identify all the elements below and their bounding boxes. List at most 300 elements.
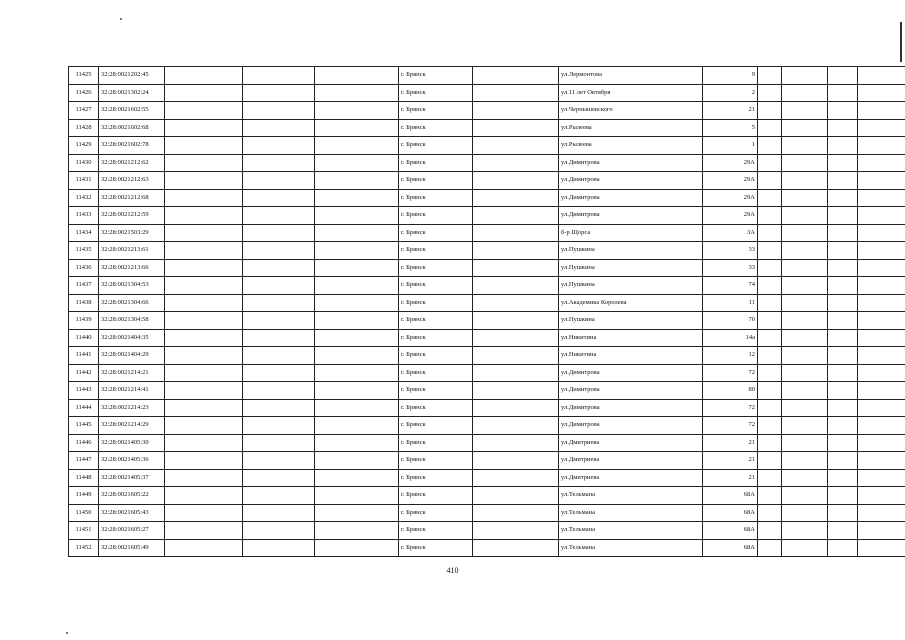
cadastral-number: 32:28:0021405:37 (99, 469, 165, 487)
city-cell: г. Брянск (399, 119, 473, 137)
street-cell: ул.Дмитриева (559, 434, 703, 452)
record-number: 11443 (69, 382, 99, 400)
cadastral-number: 32:28:0021602:55 (99, 102, 165, 120)
empty-cell (165, 487, 243, 505)
house-number: 12 (703, 347, 758, 365)
empty-cell (243, 242, 315, 260)
scan-edge-mark (900, 22, 902, 62)
empty-cell (828, 189, 858, 207)
empty-cell (858, 504, 905, 522)
empty-cell (758, 364, 782, 382)
empty-cell (243, 172, 315, 190)
empty-cell (758, 294, 782, 312)
record-number: 11434 (69, 224, 99, 242)
empty-cell (473, 67, 559, 85)
cadastral-number: 32:28:0021605:27 (99, 522, 165, 540)
empty-cell (243, 399, 315, 417)
table-row (69, 154, 905, 172)
street-cell: ул.Лермонтова (559, 67, 703, 85)
house-number: 74 (703, 277, 758, 295)
street-cell: ул.Пушкина (559, 259, 703, 277)
empty-cell (758, 224, 782, 242)
cadastral-number: 32:28:0021605:22 (99, 487, 165, 505)
city-cell: г. Брянск (399, 277, 473, 295)
table-row (69, 382, 905, 400)
empty-cell (782, 487, 828, 505)
house-number: 9 (703, 67, 758, 85)
empty-cell (782, 312, 828, 330)
empty-cell (858, 329, 905, 347)
table-row (69, 84, 905, 102)
cadastral-number: 32:28:0021214:41 (99, 382, 165, 400)
street-cell: ул.Тельмана (559, 522, 703, 540)
empty-cell (315, 207, 399, 225)
empty-cell (758, 277, 782, 295)
empty-cell (473, 277, 559, 295)
cadastral-number: 32:28:0021214:29 (99, 417, 165, 435)
scan-speck (66, 632, 68, 634)
empty-cell (165, 364, 243, 382)
empty-cell (165, 504, 243, 522)
street-cell: ул.Чернышевского (559, 102, 703, 120)
record-number: 11438 (69, 294, 99, 312)
cadastral-number: 32:28:0021304:53 (99, 277, 165, 295)
cadastral-number: 32:28:0021214:23 (99, 399, 165, 417)
empty-cell (782, 452, 828, 470)
city-cell: г. Брянск (399, 137, 473, 155)
cadastral-number: 32:28:0021605:43 (99, 504, 165, 522)
empty-cell (165, 277, 243, 295)
city-cell: г. Брянск (399, 259, 473, 277)
empty-cell (243, 347, 315, 365)
empty-cell (782, 172, 828, 190)
cadastral-number: 32:28:0021405:30 (99, 434, 165, 452)
empty-cell (165, 469, 243, 487)
empty-cell (243, 277, 315, 295)
empty-cell (165, 67, 243, 85)
empty-cell (828, 207, 858, 225)
empty-cell (828, 259, 858, 277)
empty-cell (165, 329, 243, 347)
empty-cell (858, 434, 905, 452)
empty-cell (243, 434, 315, 452)
table-row (69, 504, 905, 522)
empty-cell (243, 224, 315, 242)
empty-cell (473, 189, 559, 207)
house-number: 72 (703, 364, 758, 382)
empty-cell (243, 312, 315, 330)
empty-cell (315, 382, 399, 400)
house-number: 29А (703, 207, 758, 225)
house-number: 72 (703, 417, 758, 435)
empty-cell (473, 434, 559, 452)
cadastral-number: 32:28:0021212:68 (99, 189, 165, 207)
record-number: 11430 (69, 154, 99, 172)
city-cell: г. Брянск (399, 294, 473, 312)
empty-cell (782, 399, 828, 417)
empty-cell (758, 189, 782, 207)
empty-cell (315, 84, 399, 102)
table-row (69, 469, 905, 487)
empty-cell (315, 399, 399, 417)
city-cell: г. Брянск (399, 504, 473, 522)
table-row (69, 224, 905, 242)
empty-cell (315, 312, 399, 330)
empty-cell (828, 277, 858, 295)
empty-cell (243, 452, 315, 470)
empty-cell (858, 102, 905, 120)
empty-cell (782, 242, 828, 260)
empty-cell (782, 417, 828, 435)
empty-cell (243, 189, 315, 207)
empty-cell (758, 154, 782, 172)
empty-cell (165, 137, 243, 155)
record-number: 11435 (69, 242, 99, 260)
empty-cell (243, 154, 315, 172)
street-cell: ул.Академика Королева (559, 294, 703, 312)
empty-cell (473, 137, 559, 155)
street-cell: ул.Рылеева (559, 119, 703, 137)
empty-cell (165, 154, 243, 172)
record-number: 11450 (69, 504, 99, 522)
empty-cell (473, 399, 559, 417)
house-number: 1 (703, 137, 758, 155)
empty-cell (782, 84, 828, 102)
table-row (69, 277, 905, 295)
city-cell: г. Брянск (399, 539, 473, 557)
record-number: 11429 (69, 137, 99, 155)
empty-cell (165, 452, 243, 470)
empty-cell (243, 119, 315, 137)
table-row (69, 102, 905, 120)
street-cell: ул.Никитина (559, 347, 703, 365)
record-number: 11425 (69, 67, 99, 85)
empty-cell (473, 469, 559, 487)
street-cell: ул.Пушкина (559, 242, 703, 260)
empty-cell (828, 329, 858, 347)
empty-cell (758, 84, 782, 102)
city-cell: г. Брянск (399, 329, 473, 347)
empty-cell (758, 172, 782, 190)
empty-cell (828, 382, 858, 400)
empty-cell (243, 102, 315, 120)
record-number: 11433 (69, 207, 99, 225)
city-cell: г. Брянск (399, 312, 473, 330)
empty-cell (858, 347, 905, 365)
empty-cell (828, 312, 858, 330)
empty-cell (315, 172, 399, 190)
cadastral-number: 32:28:0021212:62 (99, 154, 165, 172)
empty-cell (782, 347, 828, 365)
empty-cell (243, 67, 315, 85)
empty-cell (828, 399, 858, 417)
empty-cell (758, 329, 782, 347)
empty-cell (315, 259, 399, 277)
cadastral-number: 32:28:0021605:49 (99, 539, 165, 557)
empty-cell (758, 434, 782, 452)
empty-cell (758, 207, 782, 225)
empty-cell (165, 84, 243, 102)
empty-cell (828, 522, 858, 540)
empty-cell (858, 487, 905, 505)
house-number: 21 (703, 434, 758, 452)
house-number: 21 (703, 452, 758, 470)
empty-cell (243, 539, 315, 557)
street-cell: ул.Тельмана (559, 487, 703, 505)
empty-cell (758, 452, 782, 470)
empty-cell (858, 522, 905, 540)
empty-cell (165, 312, 243, 330)
table-row (69, 364, 905, 382)
street-cell: ул.Дмитриева (559, 469, 703, 487)
empty-cell (758, 67, 782, 85)
empty-cell (782, 224, 828, 242)
street-cell: б-р Щорса (559, 224, 703, 242)
empty-cell (165, 189, 243, 207)
record-number: 11448 (69, 469, 99, 487)
empty-cell (858, 207, 905, 225)
empty-cell (858, 382, 905, 400)
house-number: 21 (703, 469, 758, 487)
table-row (69, 347, 905, 365)
empty-cell (315, 417, 399, 435)
city-cell: г. Брянск (399, 469, 473, 487)
table-row (69, 294, 905, 312)
street-cell: ул.11 лет Октября (559, 84, 703, 102)
table-row (69, 242, 905, 260)
cadastral-number: 32:28:0021405:36 (99, 452, 165, 470)
empty-cell (858, 364, 905, 382)
street-cell: ул.Димитрова (559, 417, 703, 435)
empty-cell (858, 277, 905, 295)
city-cell: г. Брянск (399, 487, 473, 505)
street-cell: ул.Дмитриева (559, 452, 703, 470)
cadastral-number: 32:28:0021214:21 (99, 364, 165, 382)
city-cell: г. Брянск (399, 452, 473, 470)
cadastral-number: 32:28:0021304:66 (99, 294, 165, 312)
house-number: 2 (703, 84, 758, 102)
street-cell: ул.Рылеева (559, 137, 703, 155)
house-number: 21 (703, 102, 758, 120)
house-number: 70 (703, 312, 758, 330)
empty-cell (315, 504, 399, 522)
empty-cell (858, 469, 905, 487)
empty-cell (782, 522, 828, 540)
empty-cell (165, 539, 243, 557)
street-cell: ул.Димитрова (559, 364, 703, 382)
street-cell: ул.Димитрова (559, 189, 703, 207)
empty-cell (828, 137, 858, 155)
empty-cell (782, 67, 828, 85)
empty-cell (315, 347, 399, 365)
street-cell: ул.Тельмана (559, 504, 703, 522)
cadastral-number: 32:28:0021212:63 (99, 172, 165, 190)
house-number: 29А (703, 154, 758, 172)
empty-cell (782, 364, 828, 382)
empty-cell (858, 417, 905, 435)
empty-cell (165, 294, 243, 312)
table-row (69, 399, 905, 417)
empty-cell (165, 382, 243, 400)
house-number: 29А (703, 189, 758, 207)
page-number: 410 (446, 566, 459, 575)
empty-cell (473, 452, 559, 470)
empty-cell (473, 487, 559, 505)
record-number: 11451 (69, 522, 99, 540)
empty-cell (315, 364, 399, 382)
street-cell: ул.Димитрова (559, 207, 703, 225)
empty-cell (782, 469, 828, 487)
empty-cell (758, 102, 782, 120)
empty-cell (758, 137, 782, 155)
cadastral-number: 32:28:0021602:78 (99, 137, 165, 155)
cadastral-number: 32:28:0021302:24 (99, 84, 165, 102)
empty-cell (828, 154, 858, 172)
record-number: 11446 (69, 434, 99, 452)
cadastral-number: 32:28:0021213:61 (99, 242, 165, 260)
empty-cell (315, 294, 399, 312)
cadastral-number: 32:28:0021404:35 (99, 329, 165, 347)
record-number: 11445 (69, 417, 99, 435)
empty-cell (473, 84, 559, 102)
empty-cell (782, 119, 828, 137)
city-cell: г. Брянск (399, 522, 473, 540)
table-row (69, 312, 905, 330)
empty-cell (315, 67, 399, 85)
empty-cell (315, 329, 399, 347)
empty-cell (782, 294, 828, 312)
empty-cell (315, 277, 399, 295)
empty-cell (782, 434, 828, 452)
empty-cell (858, 539, 905, 557)
city-cell: г. Брянск (399, 417, 473, 435)
house-number: 68А (703, 504, 758, 522)
empty-cell (828, 67, 858, 85)
empty-cell (165, 522, 243, 540)
table-row (69, 452, 905, 470)
empty-cell (243, 487, 315, 505)
street-cell: ул.Димитрова (559, 382, 703, 400)
empty-cell (165, 224, 243, 242)
empty-cell (758, 539, 782, 557)
record-number: 11452 (69, 539, 99, 557)
table-row (69, 189, 905, 207)
empty-cell (782, 207, 828, 225)
empty-cell (315, 434, 399, 452)
empty-cell (315, 452, 399, 470)
city-cell: г. Брянск (399, 154, 473, 172)
empty-cell (858, 172, 905, 190)
empty-cell (473, 294, 559, 312)
empty-cell (828, 504, 858, 522)
empty-cell (473, 224, 559, 242)
city-cell: г. Брянск (399, 347, 473, 365)
table-row (69, 172, 905, 190)
empty-cell (758, 504, 782, 522)
house-number: 33 (703, 259, 758, 277)
empty-cell (782, 504, 828, 522)
street-cell: ул.Димитрова (559, 399, 703, 417)
empty-cell (758, 399, 782, 417)
empty-cell (828, 434, 858, 452)
city-cell: г. Брянск (399, 399, 473, 417)
empty-cell (858, 399, 905, 417)
city-cell: г. Брянск (399, 67, 473, 85)
empty-cell (782, 329, 828, 347)
empty-cell (828, 539, 858, 557)
empty-cell (243, 522, 315, 540)
record-number: 11440 (69, 329, 99, 347)
cadastral-number: 32:28:0021202:45 (99, 67, 165, 85)
street-cell: ул.Димитрова (559, 154, 703, 172)
empty-cell (473, 154, 559, 172)
city-cell: г. Брянск (399, 242, 473, 260)
empty-cell (828, 224, 858, 242)
cadastral-number: 32:28:0021212:59 (99, 207, 165, 225)
empty-cell (758, 312, 782, 330)
empty-cell (473, 504, 559, 522)
record-number: 11439 (69, 312, 99, 330)
empty-cell (165, 347, 243, 365)
empty-cell (315, 487, 399, 505)
empty-cell (758, 119, 782, 137)
empty-cell (828, 469, 858, 487)
house-number: 5 (703, 119, 758, 137)
empty-cell (165, 119, 243, 137)
empty-cell (315, 522, 399, 540)
city-cell: г. Брянск (399, 382, 473, 400)
empty-cell (828, 487, 858, 505)
record-number: 11428 (69, 119, 99, 137)
empty-cell (858, 137, 905, 155)
cadastral-number: 32:28:0021213:66 (99, 259, 165, 277)
record-number: 11432 (69, 189, 99, 207)
empty-cell (758, 522, 782, 540)
table-row (69, 434, 905, 452)
empty-cell (473, 417, 559, 435)
record-number: 11431 (69, 172, 99, 190)
empty-cell (315, 242, 399, 260)
empty-cell (165, 102, 243, 120)
table-row (69, 207, 905, 225)
empty-cell (828, 172, 858, 190)
table-row (69, 67, 905, 85)
empty-cell (782, 259, 828, 277)
table-row (69, 329, 905, 347)
table-row (69, 487, 905, 505)
empty-cell (165, 172, 243, 190)
empty-cell (858, 189, 905, 207)
empty-cell (828, 452, 858, 470)
empty-cell (828, 417, 858, 435)
empty-cell (473, 207, 559, 225)
table-row (69, 137, 905, 155)
empty-cell (782, 137, 828, 155)
empty-cell (473, 172, 559, 190)
table-row (69, 259, 905, 277)
table-row (69, 119, 905, 137)
empty-cell (243, 207, 315, 225)
empty-cell (782, 277, 828, 295)
empty-cell (243, 504, 315, 522)
empty-cell (473, 347, 559, 365)
empty-cell (782, 189, 828, 207)
empty-cell (243, 84, 315, 102)
empty-cell (315, 137, 399, 155)
table-row (69, 522, 905, 540)
house-number: 14а (703, 329, 758, 347)
house-number: 72 (703, 399, 758, 417)
